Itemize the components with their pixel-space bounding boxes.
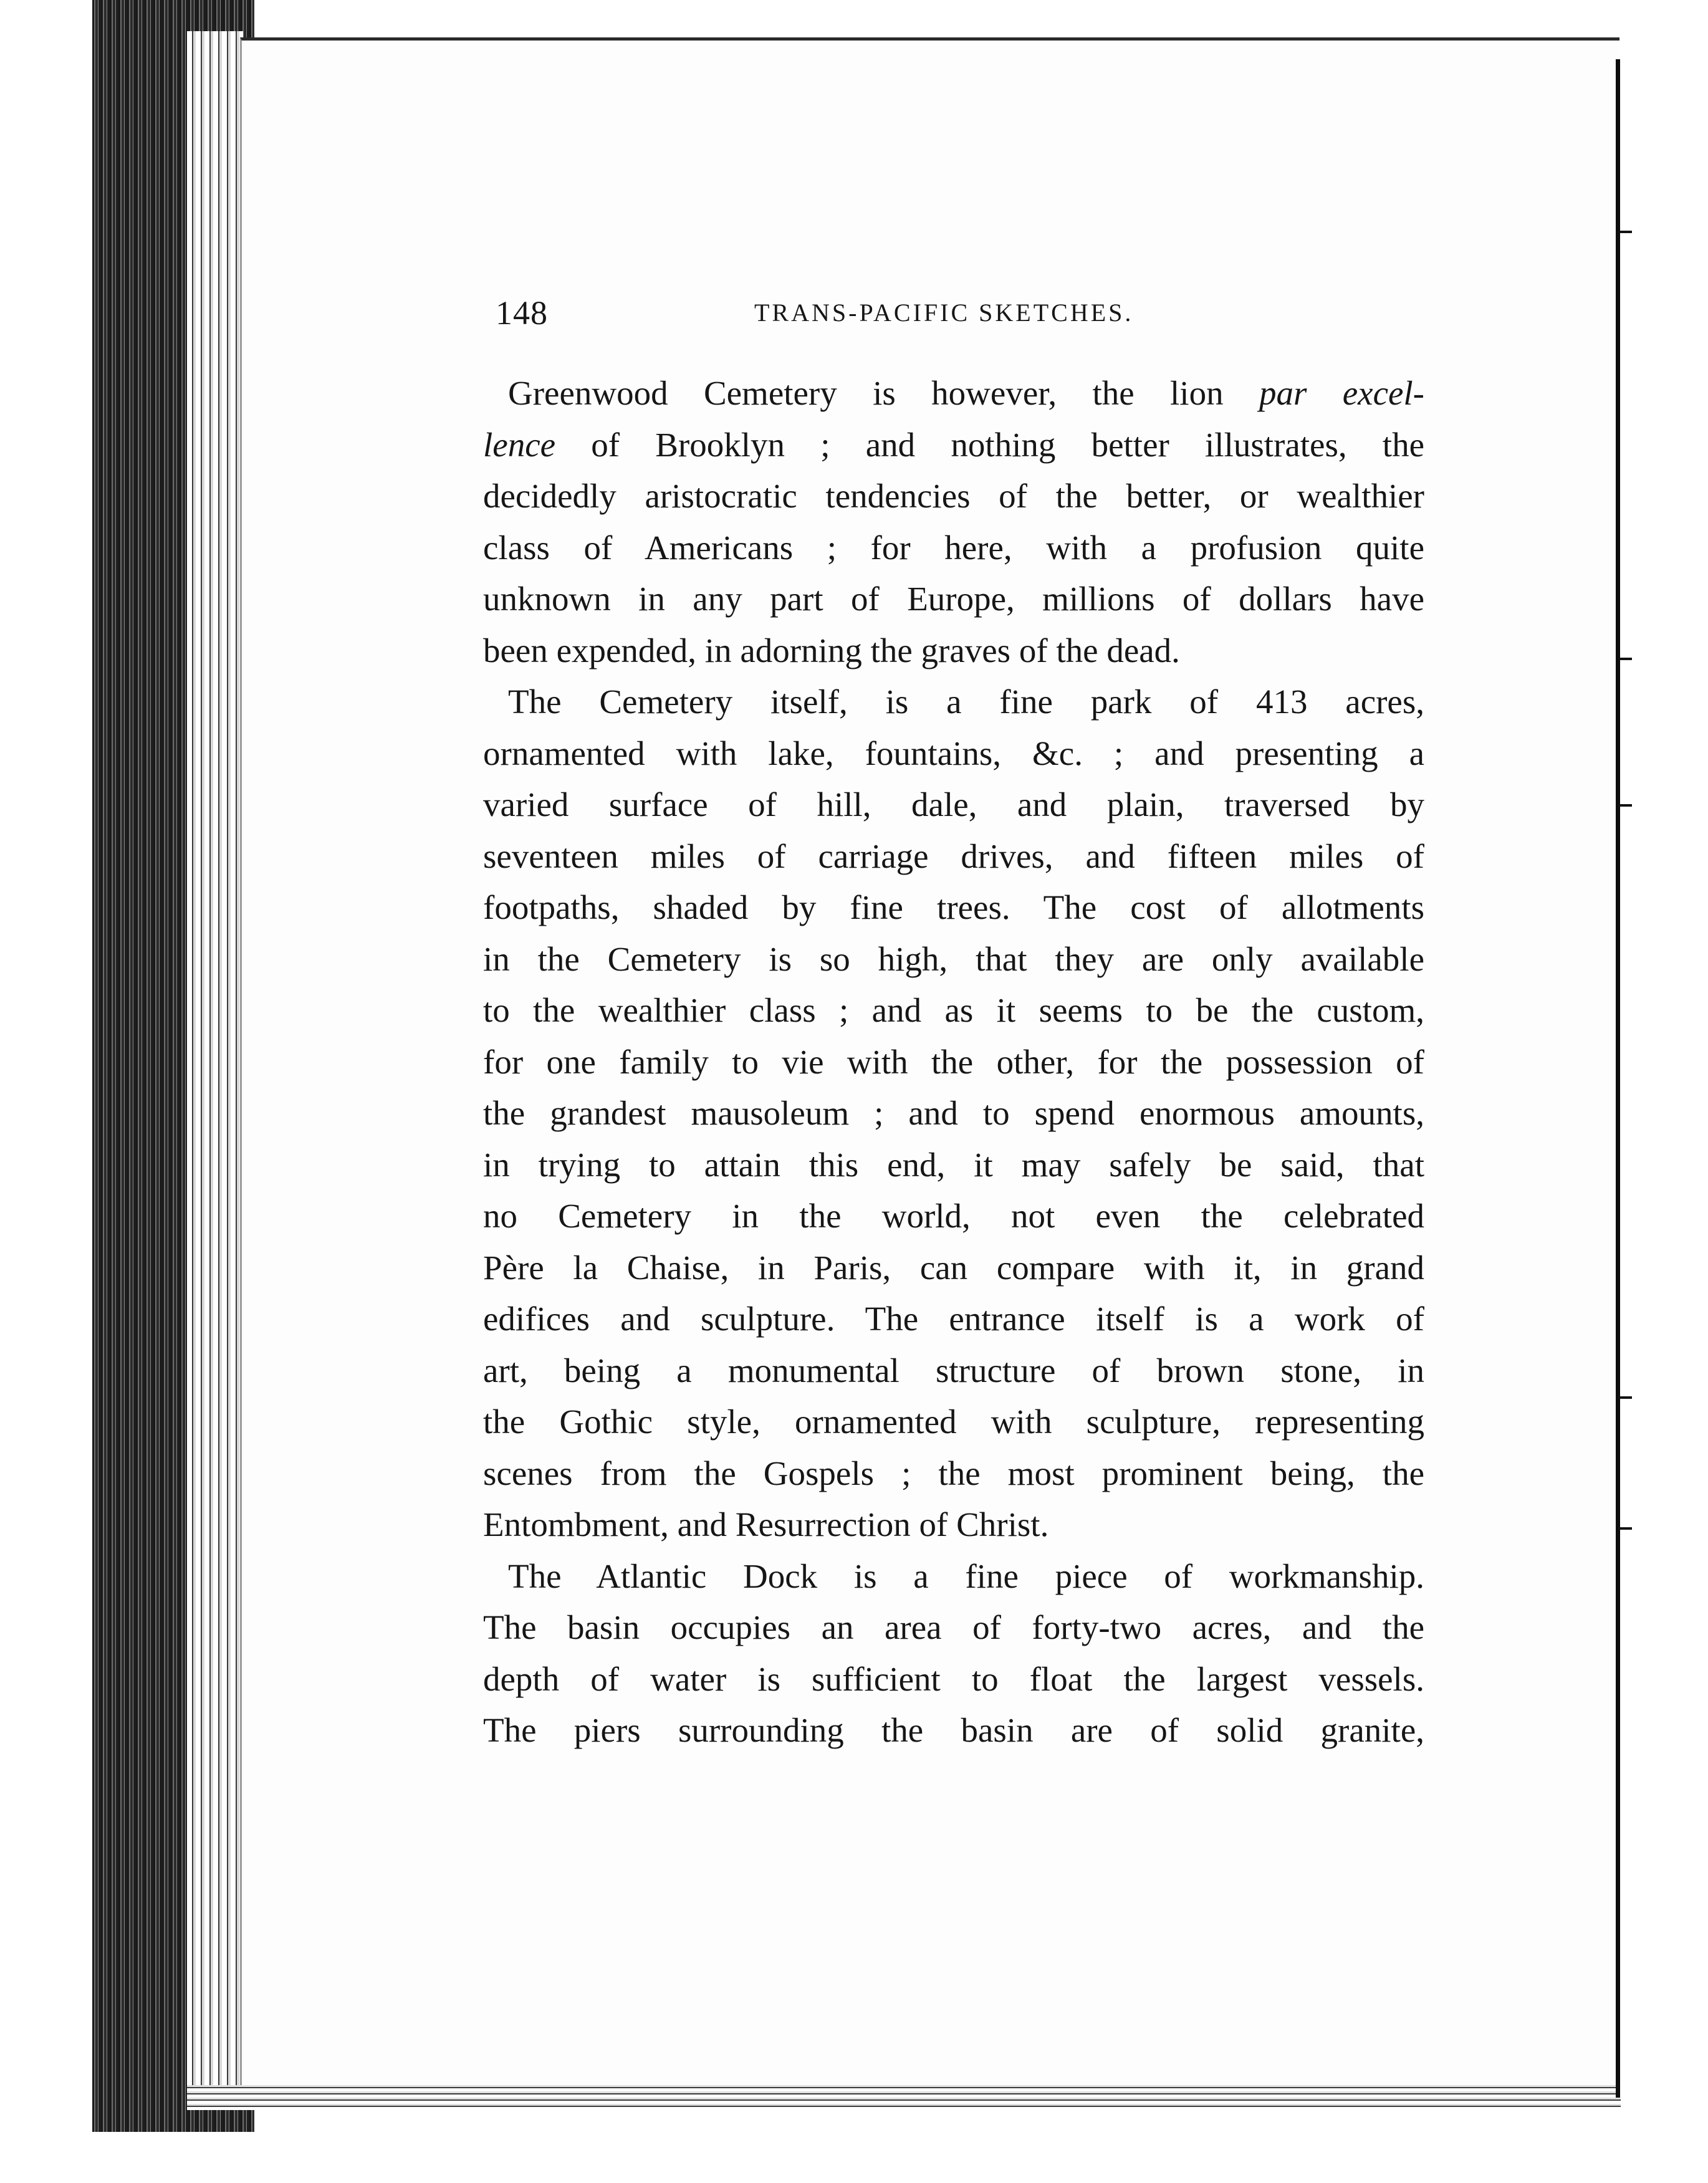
text-line: for one family to vie with the other, for the possession of — [483, 1042, 1424, 1081]
text-line: scenes from the Gospels ; the most prominent being, the — [483, 1454, 1424, 1492]
text-line — [483, 420, 1424, 471]
text-line: no Cemetery in the world, not even the celebrated — [483, 1197, 1424, 1235]
text-line: varied surface of hill, dale, and plain, traversed by — [483, 785, 1424, 823]
text-line: seventeen miles of carriage drives, and fifteen miles of — [483, 837, 1424, 875]
text-line: been expended, in adorning the graves of the dead. — [483, 631, 1180, 669]
text-line: the grandest mausoleum ; and to spend enormous amounts, — [483, 1094, 1424, 1132]
facing-page-tick — [1618, 804, 1632, 807]
text-run: Greenwood Cemetery is however, the lion — [508, 374, 1259, 412]
running-head — [496, 288, 1181, 338]
italic-phrase: lence — [483, 425, 556, 464]
text-line: unknown in any part of Europe, millions of dollars have — [483, 580, 1424, 618]
page-bottom-edges — [187, 2085, 1621, 2110]
facing-page-edge — [1616, 59, 1620, 2098]
text-line: The Atlantic Dock is a fine piece of workmanship. — [508, 1557, 1424, 1595]
paragraph-1 — [483, 368, 1424, 676]
text-run: of Brooklyn ; and nothing better illustrates, the — [555, 425, 1424, 464]
facing-page-tick — [1618, 658, 1632, 660]
text-line: art, being a monumental structure of brown stone, in — [483, 1351, 1424, 1389]
text-line: depth of water is sufficient to float the largest vessels. — [483, 1659, 1424, 1698]
facing-page-tick — [1618, 1527, 1632, 1530]
text-line: to the wealthier class ; and as it seems to be the custom, — [483, 991, 1424, 1029]
facing-page-strip — [1620, 59, 1708, 2098]
facing-page-tick — [1618, 231, 1632, 233]
text-line: in trying to attain this end, it may safely be said, that — [483, 1145, 1424, 1184]
text-line: the Gothic style, ornamented with sculpture, representing — [483, 1403, 1424, 1441]
facing-page-tick — [1618, 1396, 1632, 1399]
italic-phrase: par excel- — [1259, 374, 1424, 412]
text-line: decidedly aristocratic tendencies of the better, or wealthier — [483, 477, 1424, 515]
text-line: footpaths, shaded by fine trees. The cost of allotments — [483, 888, 1424, 926]
text-line: The basin occupies an area of forty-two acres, and the — [483, 1608, 1424, 1646]
text-line: The piers surrounding the basin are of solid granite, — [483, 1711, 1424, 1749]
text-line: ornamented with lake, fountains, &c. ; and presenting a — [483, 734, 1424, 772]
paragraph-3 — [483, 1551, 1424, 1757]
page-number: 148 — [496, 294, 548, 332]
text-line: class of Americans ; for here, with a profusion quite — [483, 528, 1424, 567]
text-line — [483, 368, 1424, 420]
text-line: The Cemetery itself, is a fine park of 413 acres, — [508, 683, 1424, 721]
text-line: Entombment, and Resurrection of Christ. — [483, 1505, 1049, 1543]
text-line: edifices and sculpture. The entrance itself is a work of — [483, 1300, 1424, 1338]
body-text — [483, 368, 1424, 1757]
text-line: Père la Chaise, in Paris, can compare with it, in grand — [483, 1248, 1424, 1287]
running-title: TRANS-PACIFIC SKETCHES. — [754, 299, 1134, 327]
page-stack-edges — [187, 31, 243, 2107]
paragraph-2 — [483, 676, 1424, 1551]
text-line: in the Cemetery is so high, that they are only available — [483, 939, 1424, 978]
